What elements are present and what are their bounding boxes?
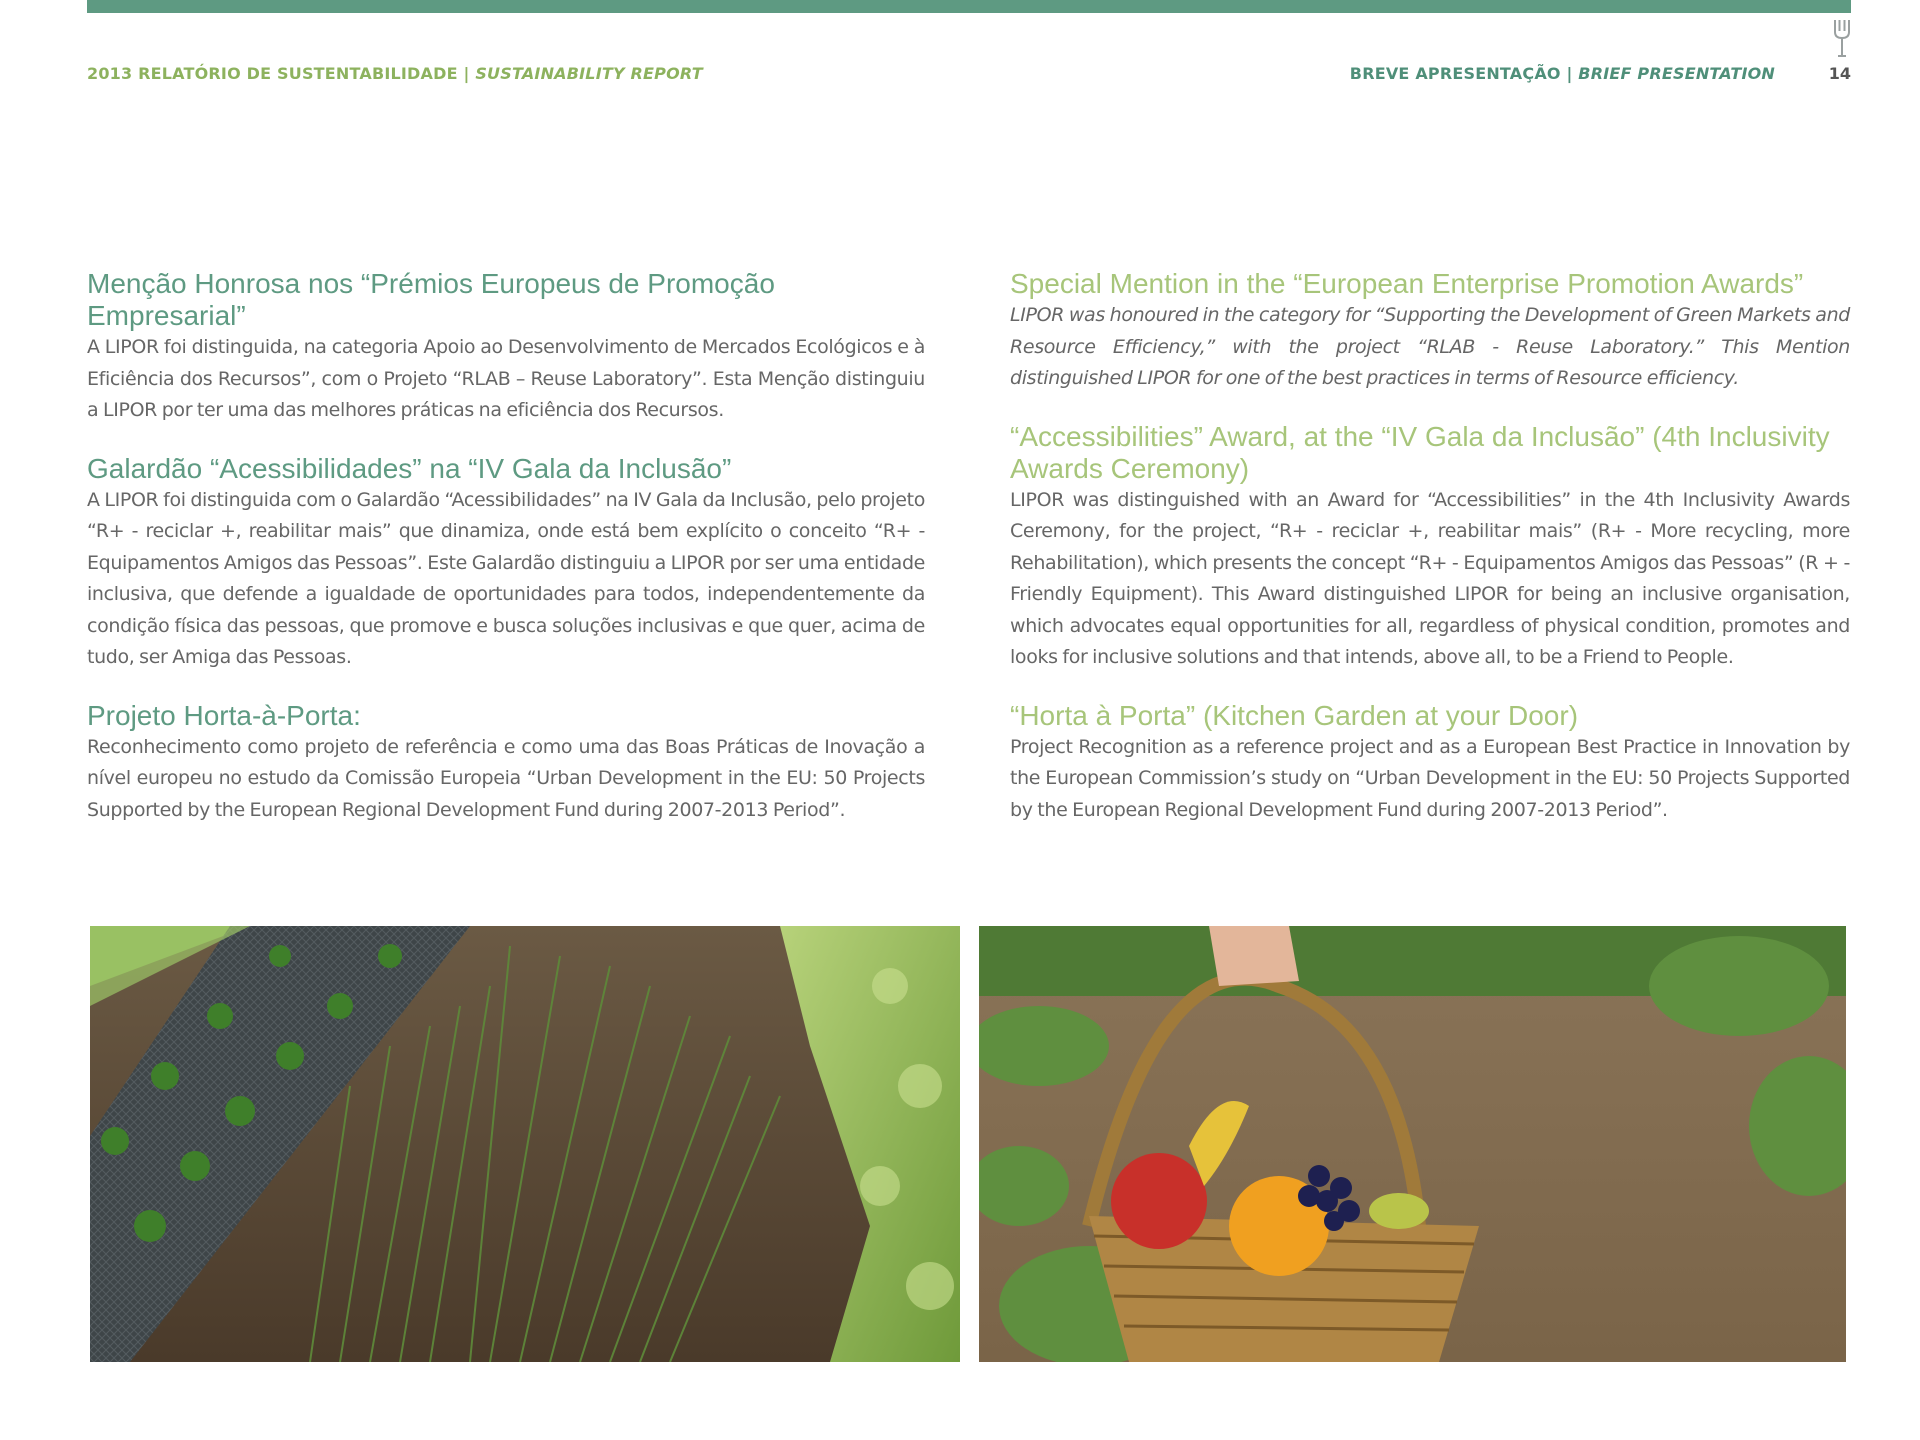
section-body: LIPOR was distinguished with an Award for “Accessibilities” in the 4th Inclusivity Awards Ceremony, for the project, “R+ - reciclar +, reabilitar mais” (R+ - More recycling, more Rehabilitation), which presents the concept “R+ - Equipamentos Amigos das Pessoas” (R + - Friendly Equipment). This Award distinguished LIPOR for being an inclusive organisation, which advocates equal opportunities for all, regardless of physical condition, promotes and looks for inclusive solutions and that intends, above all, to be a Friend to People.	[1010, 488, 1850, 668]
section-heading: Special Mention in the “European Enterprise Promotion Awards”	[1010, 268, 1804, 299]
section-heading: “Accessibilities” Award, at the “IV Gala da Inclusão” (4th Inclusivity Awards Ceremony)	[1010, 420, 1830, 484]
section-heading: Projeto Horta-à-Porta:	[87, 699, 361, 731]
page-number: 14	[1828, 64, 1851, 83]
section-heading: “Horta à Porta” (Kitchen Garden at your Door)	[1010, 699, 1579, 731]
garden-rows-photo	[90, 926, 960, 1362]
section-body: A LIPOR foi distinguida com o Galardão “Acessibilidades” na IV Gala da Inclusão, pelo projeto “R+ - reciclar +, reabilitar mais” que dinamiza, onde está bem explícito o conceito “R+ - Equipamentos Amigos das Pessoas”. Este Galardão distinguiu a LIPOR por ser uma entidade inclusiva, que defende a igualdade de oportunidades para todos, independentemente da condição física das pessoas, que promove e busca soluções inclusivas e que quer, acima de tudo, ser Amiga das Pessoas.	[87, 488, 925, 668]
top-accent-bar	[87, 0, 1851, 13]
fruit-basket-photo	[979, 926, 1846, 1362]
section-body: Project Recognition as a reference project and as a European Best Practice in Innovation by the European Commission’s study on “Urban Development in the EU: 50 Projects Supported by the European Regional Development Fund during 2007-2013 Period”.	[1010, 735, 1850, 821]
report-title-pt: 2013 RELATÓRIO DE SUSTENTABILIDADE |	[87, 64, 476, 83]
portuguese-column	[87, 268, 925, 852]
section-heading: Galardão “Acessibilidades” na “IV Gala da Inclusão”	[87, 452, 732, 484]
section-body: A LIPOR foi distinguida, na categoria Apoio ao Desenvolvimento de Mercados Ecológicos e à Eficiência dos Recursos”, com o Projeto “RLAB – Reuse Laboratory”. Esta Menção distinguiu a LIPOR por ter uma das melhores práticas na eficiência dos Recursos.	[87, 336, 925, 421]
section-body: Reconhecimento como projeto de referência e como uma das Boas Práticas de Inovação a nível europeu no estudo da Comissão Europeia “Urban Development in the EU: 50 Projects Supported by the European Regional Development Fund during 2007-2013 Period”.	[87, 735, 925, 821]
section-body: LIPOR was honoured in the category for “Supporting the Development of Green Markets and Resource Efficiency,” with the project “RLAB - Reuse Laboratory.” This Mention distinguished LIPOR for one of the best practices in terms of Resource efficiency.	[1010, 304, 1850, 389]
english-column	[1010, 268, 1850, 852]
report-title-en: SUSTAINABILITY REPORT	[475, 64, 703, 83]
section-heading: Menção Honrosa nos “Prémios Europeus de Promoção Empresarial”	[87, 268, 775, 331]
garden-rows-illustration	[90, 926, 960, 1362]
fruit-basket-illustration	[979, 926, 1846, 1362]
section-title-en: BRIEF PRESENTATION	[1578, 64, 1775, 83]
report-title	[87, 64, 703, 83]
section-title	[1350, 64, 1775, 83]
fork-icon	[1833, 18, 1851, 58]
section-title-pt: BREVE APRESENTAÇÃO |	[1349, 64, 1579, 83]
